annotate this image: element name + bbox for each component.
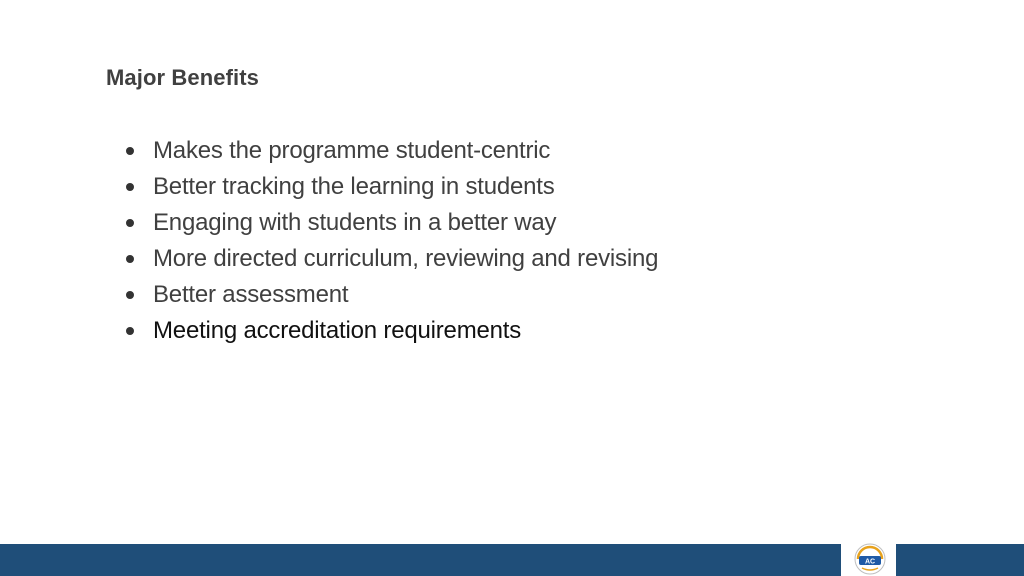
bullet-text: Better tracking the learning in students bbox=[153, 173, 555, 200]
bullet-text: Engaging with students in a better way bbox=[153, 209, 557, 236]
bullet-dot-icon bbox=[126, 183, 134, 191]
bullet-text: More directed curriculum, reviewing and revising bbox=[153, 245, 659, 272]
bullet-item bbox=[126, 277, 658, 313]
bullet-dot-icon bbox=[126, 327, 134, 335]
bullet-item bbox=[126, 313, 658, 349]
bullet-text: Meeting accreditation requirements bbox=[153, 317, 522, 344]
bullet-text: Makes the programme student-centric bbox=[153, 137, 551, 164]
bullet-dot-icon bbox=[126, 147, 134, 155]
bullet-item bbox=[126, 205, 658, 241]
slide-title: Major Benefits bbox=[106, 65, 259, 90]
bullet-item bbox=[126, 133, 658, 169]
bullet-item bbox=[126, 241, 658, 277]
accreditation-seal-icon bbox=[850, 542, 890, 576]
bullet-dot-icon bbox=[126, 219, 134, 227]
bullet-text: Better assessment bbox=[153, 281, 349, 308]
bullet-list bbox=[126, 133, 658, 349]
bullet-dot-icon bbox=[126, 255, 134, 263]
bullet-dot-icon bbox=[126, 291, 134, 299]
bullet-item bbox=[126, 169, 658, 205]
footer-bar-right bbox=[896, 544, 1024, 576]
logo-text: AC bbox=[864, 558, 876, 566]
footer-bar bbox=[0, 544, 841, 576]
